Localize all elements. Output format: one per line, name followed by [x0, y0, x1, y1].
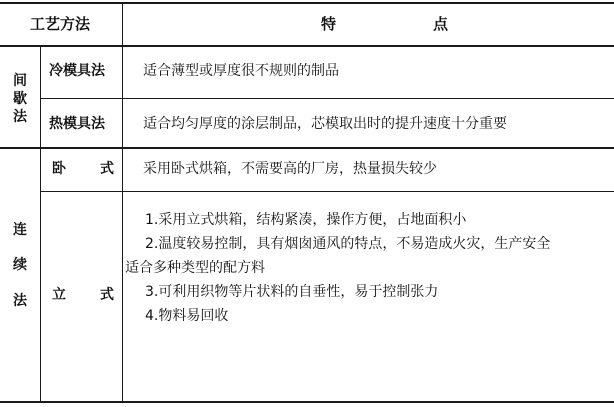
- group-1-label-char-2: 歇: [13, 91, 27, 107]
- method-cold-mold: 冷模具法: [49, 63, 105, 79]
- header-bottom-rule: [0, 45, 614, 47]
- group-1-label-char-3: 法: [13, 109, 27, 125]
- group-1-label-char-1: 间: [13, 73, 27, 89]
- group-2-label-char-2: 续: [13, 257, 27, 273]
- method-hot-mold: 热模具法: [49, 116, 105, 132]
- group-2-label-char-3: 法: [13, 293, 27, 309]
- feature-vertical-line-4: 3.可利用织物等片状料的自垂性，易于控制张力: [145, 284, 439, 300]
- feature-vertical-line-2: 2.温度较易控制，具有烟囱通风的特点，不易造成火灾，生产安全: [145, 236, 551, 252]
- method-horizontal-char-1: 卧: [52, 161, 66, 177]
- method-vertical-char-2: 式: [100, 287, 114, 303]
- group-column-rule: [40, 47, 41, 401]
- header-feature-char-2: 点: [433, 15, 449, 33]
- feature-horizontal: 采用卧式烘箱，不需要高的厂房，热量损失较少: [143, 161, 437, 177]
- top-rule: [0, 2, 614, 4]
- row-rule-1: [40, 98, 614, 99]
- feature-vertical-line-5: 4.物料易回收: [145, 308, 229, 324]
- feature-vertical-line-3: 适合多种类型的配方料: [125, 260, 265, 276]
- method-vertical-char-1: 立: [52, 287, 66, 303]
- group-2-label-char-1: 连: [13, 222, 27, 238]
- bottom-rule: [0, 401, 614, 403]
- method-horizontal-char-2: 式: [100, 161, 114, 177]
- method-column-rule: [122, 4, 123, 401]
- feature-cold-mold: 适合薄型或厚度很不规则的制品: [143, 63, 339, 79]
- feature-hot-mold: 适合均匀厚度的涂层制品，芯模取出时的提升速度十分重要: [143, 116, 507, 132]
- header-method: 工艺方法: [30, 15, 91, 33]
- row-rule-2: [40, 191, 614, 192]
- header-feature-char-1: 特: [321, 15, 337, 33]
- group-rule: [0, 147, 614, 149]
- feature-vertical-line-1: 1.采用立式烘箱，结构紧凑，操作方便，占地面积小: [145, 212, 467, 228]
